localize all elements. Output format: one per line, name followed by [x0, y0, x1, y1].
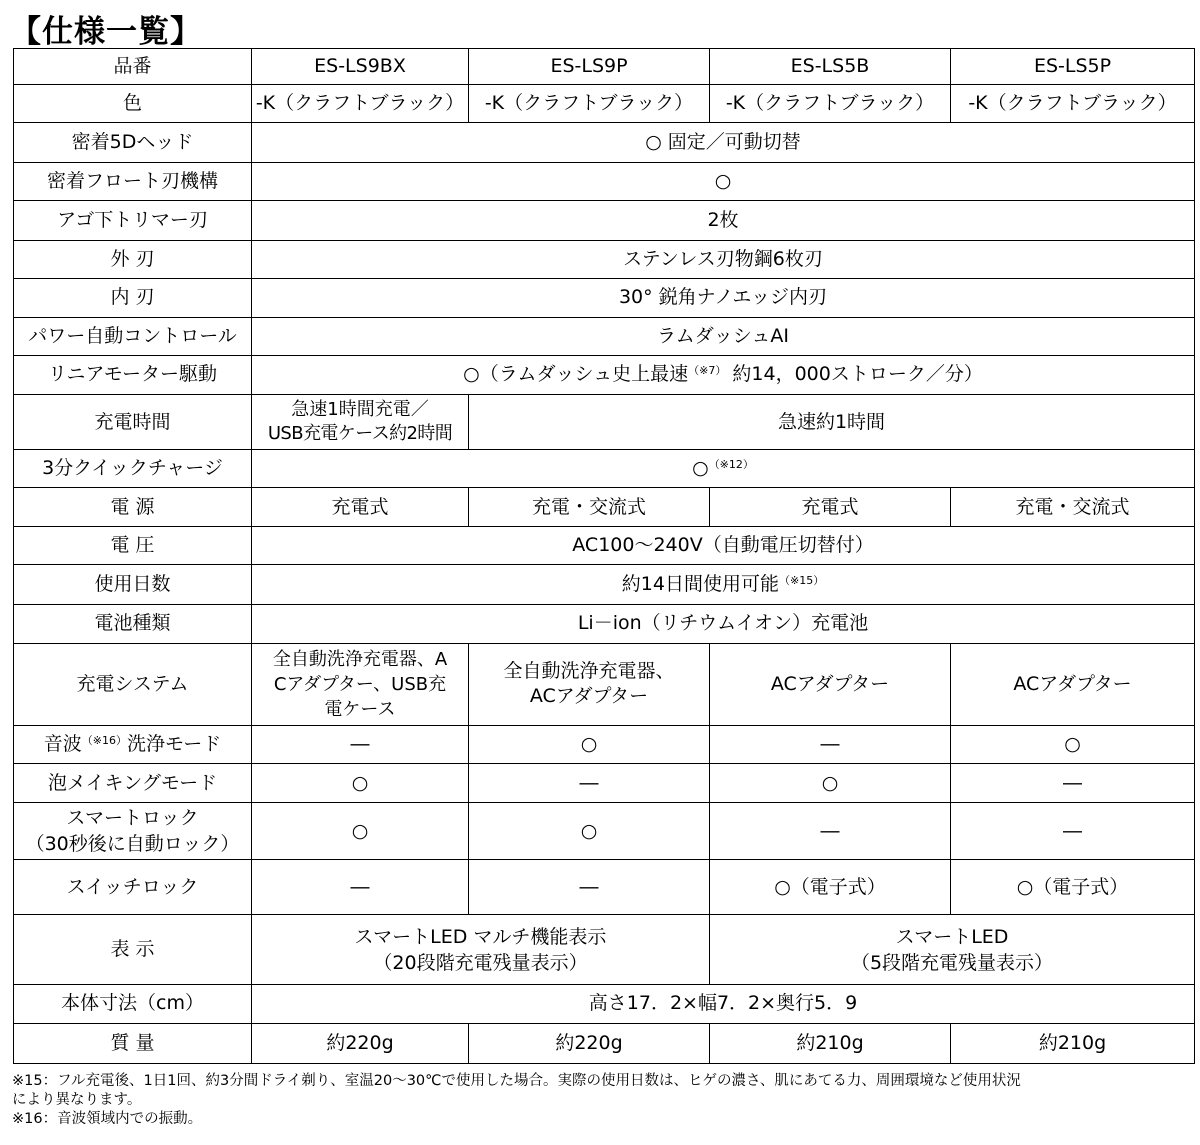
row-label: 充電時間: [14, 394, 252, 449]
table-row: [14, 803, 1195, 860]
table-row: [14, 488, 1195, 527]
cell-line: スマートロック: [66, 807, 199, 830]
table-row: [14, 85, 1195, 123]
table-row: [14, 860, 1195, 915]
table-cell: ○: [469, 803, 710, 860]
table-row: [14, 394, 1195, 449]
table-cell: [252, 394, 469, 449]
table-cell: ○: [252, 163, 1195, 201]
table-cell: ○: [951, 725, 1195, 763]
row-label: リニアモーター駆動: [14, 355, 252, 394]
table-cell: ―: [252, 725, 469, 763]
table-cell: [252, 355, 1195, 394]
table-cell: 充電・交流式: [469, 488, 710, 527]
table-cell: AC100～240V（自動電圧切替付）: [252, 527, 1195, 565]
cell-line: USB充電ケース約2時間: [267, 423, 453, 445]
table-cell: 約220g: [469, 1023, 710, 1063]
table-cell: 約210g: [951, 1023, 1195, 1063]
row-label: スイッチロック: [14, 860, 252, 915]
row-label: 密着フロート刃機構: [14, 163, 252, 201]
table-row: [14, 450, 1195, 488]
table-row: [14, 355, 1195, 394]
cell-line: スマートLED マルチ機能表示: [354, 925, 607, 948]
row-label: 電池種類: [14, 604, 252, 643]
table-cell: ES-LS5B: [710, 49, 951, 85]
cell-text: ○: [692, 457, 709, 480]
cell-text: 約14，000ストローク／分）: [726, 363, 983, 386]
footnote-ref: （※7）: [688, 364, 727, 378]
cell-text: ○（ラムダッシュ史上最速: [463, 363, 689, 386]
table-cell: ステンレス刃物鋼6枚刃: [252, 240, 1195, 278]
footnote-ref: （※16）: [81, 733, 127, 747]
cell-line: 急速1時間充電／: [291, 399, 429, 421]
row-label: [14, 725, 252, 763]
table-row: [14, 604, 1195, 643]
table-row: [14, 764, 1195, 803]
row-label: 使用日数: [14, 565, 252, 604]
table-cell: [252, 643, 469, 725]
row-label: 表 示: [14, 915, 252, 984]
table-cell: 充電式: [710, 488, 951, 527]
table-cell: ―: [951, 764, 1195, 803]
spec-table: [13, 48, 1195, 1064]
table-cell: ES-LS9BX: [252, 49, 469, 85]
row-label: 電 源: [14, 488, 252, 527]
table-cell: -K（クラフトブラック）: [469, 85, 710, 123]
row-label: 3分クイックチャージ: [14, 450, 252, 488]
table-cell: ○: [252, 803, 469, 860]
table-cell: 2枚: [252, 201, 1195, 240]
table-cell: ES-LS9P: [469, 49, 710, 85]
table-cell: ○（電子式）: [710, 860, 951, 915]
table-cell: ○（電子式）: [951, 860, 1195, 915]
row-label: 内 刃: [14, 278, 252, 317]
table-cell: ACアダプター: [951, 643, 1195, 725]
footnote-15: ※15：フル充電後、1日1回、約3分間ドライ剃り、室温20～30℃で使用した場合。実際の使用日数は、ヒゲの濃さ、肌にあてる力、周囲環境など使用状況: [12, 1073, 1021, 1089]
row-label: 外 刃: [14, 240, 252, 278]
row-label: 充電システム: [14, 643, 252, 725]
row-label: 密着5Dヘッド: [14, 123, 252, 163]
table-row: [14, 201, 1195, 240]
table-row: [14, 915, 1195, 984]
table-row: [14, 317, 1195, 355]
row-label: [14, 803, 252, 860]
cell-line: （30秒後に自動ロック）: [25, 833, 240, 856]
page-title: 【仕様一覧】: [10, 14, 202, 50]
table-cell: ○: [710, 764, 951, 803]
table-cell: 約210g: [710, 1023, 951, 1063]
table-row: [14, 984, 1195, 1023]
table-cell: -K（クラフトブラック）: [951, 85, 1195, 123]
table-cell: [252, 565, 1195, 604]
table-row: [14, 123, 1195, 163]
table-row: [14, 565, 1195, 604]
table-cell: ―: [469, 764, 710, 803]
cell-line: 全自動洗浄充電器、A: [272, 648, 448, 670]
row-label: 質 量: [14, 1023, 252, 1063]
table-cell: 約220g: [252, 1023, 469, 1063]
cell-line: ACアダプター: [529, 685, 649, 708]
table-cell: ES-LS5P: [951, 49, 1195, 85]
table-cell: ○: [252, 764, 469, 803]
row-label: 泡メイキングモード: [14, 764, 252, 803]
table-cell: ACアダプター: [710, 643, 951, 725]
cell-line: （20段階充電残量表示）: [373, 951, 588, 974]
table-cell: ラムダッシュAI: [252, 317, 1195, 355]
footnote-ref: （※15）: [778, 574, 825, 587]
footnote-ref: （※12）: [708, 458, 754, 472]
table-cell: ○ 固定／可動切替: [252, 123, 1195, 163]
table-row: [14, 643, 1195, 725]
table-cell: -K（クラフトブラック）: [710, 85, 951, 123]
cell-text: 音波: [43, 732, 82, 755]
row-label: パワー自動コントロール: [14, 317, 252, 355]
table-cell: 高さ17．2×幅7．2×奥行5．9: [252, 984, 1195, 1023]
table-row: [14, 49, 1195, 85]
table-cell: ―: [951, 803, 1195, 860]
table-cell: -K（クラフトブラック）: [252, 85, 469, 123]
table-cell: [252, 450, 1195, 488]
table-cell: 充電・交流式: [951, 488, 1195, 527]
cell-line: スマートLED: [895, 925, 1009, 948]
table-cell: 急速約1時間: [469, 394, 1195, 449]
row-label: 本体寸法（cm）: [14, 984, 252, 1023]
row-label: 電 圧: [14, 527, 252, 565]
table-row: [14, 527, 1195, 565]
cell-text: 洗浄モード: [126, 732, 222, 755]
cell-line: Cアダプター、USB充: [273, 673, 447, 695]
table-row: [14, 725, 1195, 763]
row-label: 品番: [14, 49, 252, 85]
table-cell: [710, 915, 1195, 984]
table-cell: 充電式: [252, 488, 469, 527]
table-cell: ―: [469, 860, 710, 915]
table-cell: ○: [469, 725, 710, 763]
table-row: [14, 163, 1195, 201]
table-cell: [252, 915, 710, 984]
table-cell: ―: [710, 803, 951, 860]
footnote-15-cont: により異なります。: [12, 1092, 142, 1108]
table-cell: ―: [710, 725, 951, 763]
footnote-16: ※16：音波領域内での振動。: [12, 1111, 203, 1127]
footnotes: [12, 1072, 1192, 1129]
cell-line: 全自動洗浄充電器、: [503, 660, 675, 683]
cell-text: 約14日間使用可能: [621, 573, 779, 595]
table-row: [14, 1023, 1195, 1063]
table-cell: 30° 鋭角ナノエッジ内刃: [252, 278, 1195, 317]
table-cell: ―: [252, 860, 469, 915]
cell-line: （5段階充電残量表示）: [850, 951, 1054, 974]
cell-line: 電ケース: [324, 698, 396, 720]
table-cell: Li－ion（リチウムイオン）充電池: [252, 604, 1195, 643]
row-label: アゴ下トリマー刃: [14, 201, 252, 240]
table-cell: [469, 643, 710, 725]
table-row: [14, 240, 1195, 278]
row-label: 色: [14, 85, 252, 123]
table-row: [14, 278, 1195, 317]
